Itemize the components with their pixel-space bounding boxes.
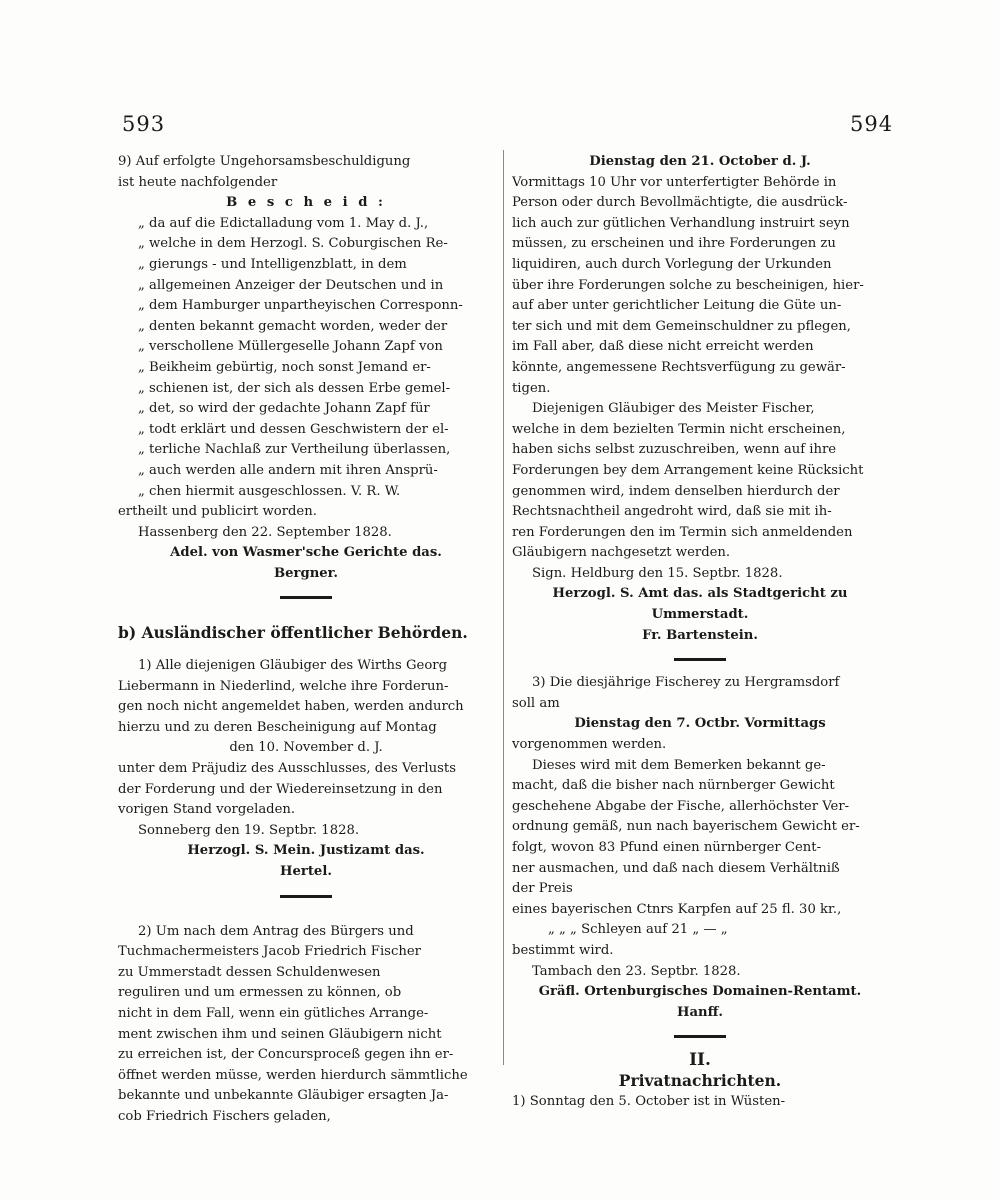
text-line: ner ausmachen, und daß nach diesem Verhältniß <box>512 860 840 876</box>
text-line: genommen wird, indem denselben hierdurch der <box>512 483 840 499</box>
text-line: hierzu und zu deren Bescheinigung auf Montag <box>118 719 437 735</box>
text-line: Forderungen bey dem Arrangement keine Rücksicht <box>512 462 864 478</box>
text-line: 1) Alle diejenigen Gläubiger des Wirths Georg <box>138 658 448 674</box>
text-line: Liebermann in Niederlind, welche ihre Forderun- <box>118 678 449 694</box>
text-line: öffnet werden müsse, werden hierdurch sämmtliche <box>118 1067 468 1083</box>
text-line: ertheilt und publicirt worden. <box>118 504 317 520</box>
text-line: Sonneberg den 19. Septbr. 1828. <box>138 822 360 838</box>
text-line: vorigen Stand vorgeladen. <box>118 802 296 818</box>
text-line: Tambach den 23. Septbr. 1828. <box>532 963 741 979</box>
text-line: „ Beikheim gebürtig, noch sonst Jemand er- <box>138 359 431 375</box>
price-line: eines bayerischen Ctnrs Karpfen auf 25 fl. 30 kr., <box>512 901 842 917</box>
text-line: nicht in dem Fall, wenn ein gütliches Arrange- <box>118 1005 429 1021</box>
text-line: „ det, so wird der gedachte Johann Zapf für <box>138 401 430 417</box>
signature-name: Hanff. <box>676 1004 723 1020</box>
date-line: Dienstag den 7. Octbr. Vormittags <box>574 716 826 732</box>
text-line: „ verschollene Müllergeselle Johann Zapf von <box>138 339 443 355</box>
text-line: zu erreichen ist, der Concursproceß gegen ihn er- <box>118 1047 454 1063</box>
text-line: „ allgemeinen Anzeiger der Deutschen und in <box>138 277 444 293</box>
text-line: ment zwischen ihm und seinen Gläubigern nicht <box>118 1026 442 1042</box>
text-line: Vormittags 10 Uhr vor unterfertigter Behörde in <box>512 174 837 190</box>
text-line: ordnung gemäß, nun nach bayerischem Gewicht er- <box>512 819 860 835</box>
date-line: den 10. November d. J. <box>229 740 383 756</box>
signature-line: Gräfl. Ortenburgisches Domainen-Rentamt. <box>538 984 862 1000</box>
text-line: müssen, zu erscheinen und ihre Forderungen zu <box>512 236 836 252</box>
price-line: „ „ „ Schleyen auf 21 „ — „ <box>548 922 728 938</box>
text-line: Sign. Heldburg den 15. Septbr. 1828. <box>532 565 783 581</box>
signature-name: Fr. Bartenstein. <box>642 627 758 643</box>
text-line: könnte, angemessene Rechtsverfügung zu gewär- <box>512 359 846 375</box>
text-line: über ihre Forderungen solche zu bescheinigen, hier- <box>512 277 864 293</box>
text-line: tigen. <box>512 380 551 396</box>
text-line: folgt, wovon 83 Pfund einen nürnberger Cent- <box>512 840 822 855</box>
text-line: auf aber unter gerichtlicher Leitung die Güte un- <box>512 298 842 314</box>
signature-name: Bergner. <box>273 565 338 581</box>
section-rule <box>674 1035 726 1038</box>
section-heading: Privatnachrichten. <box>618 1070 782 1090</box>
text-line: ist heute nachfolgender <box>118 174 278 190</box>
spacer <box>118 644 494 656</box>
text-line: „ denten bekannt gemacht worden, weder der <box>138 318 448 334</box>
page-number-right: 594 <box>850 112 894 136</box>
text-line: „ todt erklärt und dessen Geschwistern der el- <box>138 421 449 437</box>
text-line: der Preis <box>512 881 573 897</box>
text-line: B e s c h e i d : <box>226 195 386 211</box>
text-line: Gläubigern nachgesetzt werden. <box>512 545 731 561</box>
text-line: vorgenommen werden. <box>512 737 667 753</box>
text-line: Person oder durch Bevollmächtigte, die ausdrück- <box>512 195 848 211</box>
text-line: 3) Die diesjährige Fischerey zu Hergramsdorf <box>532 675 840 691</box>
column-divider <box>503 150 504 1065</box>
spacer <box>118 611 494 623</box>
text-line: im Fall aber, daß diese nicht erreicht werden <box>512 339 814 355</box>
signature-line: Herzogl. S. Mein. Justizamt das. <box>187 843 425 859</box>
text-line: „ terliche Nachlaß zur Vertheilung überlassen, <box>138 442 451 458</box>
text-line: „ dem Hamburger unpartheyischen Corresponn- <box>138 298 463 314</box>
date-line: Dienstag den 21. October d. J. <box>589 154 811 169</box>
section-rule <box>674 658 726 661</box>
signature-line: Herzogl. S. Amt das. als Stadtgericht zu <box>552 586 848 602</box>
text-line: bestimmt wird. <box>512 942 614 958</box>
text-line: lich auch zur gütlichen Verhandlung instruirt seyn <box>512 215 850 231</box>
text-line: liquidiren, auch durch Vorlegung der Urkunden <box>512 256 832 272</box>
text-line: cob Friedrich Fischers geladen, <box>118 1108 331 1124</box>
section-rule <box>280 596 332 599</box>
text-line: haben sichs selbst zuzuschreiben, wenn auf ihre <box>512 442 837 458</box>
text-line: der Forderung und der Wiedereinsetzung in den <box>118 781 443 797</box>
text-line: „ auch werden alle andern mit ihren Ansprü- <box>138 462 438 478</box>
text-line: reguliren und um ermessen zu können, ob <box>118 985 402 1001</box>
text-line: bekannte und unbekannte Gläubiger ersagten Ja- <box>118 1088 449 1104</box>
text-line: 2) Um nach dem Antrag des Bürgers und <box>138 923 414 939</box>
spacer <box>118 910 494 922</box>
signature-line: Adel. von Wasmer'sche Gerichte das. <box>170 545 442 561</box>
text-line: unter dem Präjudiz des Ausschlusses, des Verlusts <box>118 761 456 777</box>
section-heading: b) Ausländischer öffentlicher Behörden. <box>118 623 468 643</box>
signature-line: Ummerstadt. <box>651 607 749 623</box>
text-line: Diejenigen Gläubiger des Meister Fischer, <box>532 401 815 417</box>
text-line: 1) Sonntag den 5. October ist in Wüsten- <box>512 1093 786 1109</box>
left-column <box>118 152 494 1128</box>
text-line: „ da auf die Edictalladung vom 1. May d. J., <box>138 215 429 231</box>
text-line: Rechtsnachtheil angedroht wird, daß sie mit ih- <box>512 504 832 520</box>
text-line: gen noch nicht angemeldet haben, werden andurch <box>118 699 464 715</box>
page-number-left: 593 <box>122 112 166 136</box>
text-line: ren Forderungen den im Termin sich anmeldenden <box>512 524 853 540</box>
text-line: Dieses wird mit dem Bemerken bekannt ge- <box>532 757 826 773</box>
signature-name: Hertel. <box>280 864 332 879</box>
text-line: „ gierungs - und Intelligenzblatt, in dem <box>138 256 407 272</box>
text-line: ter sich und mit dem Gemeinschuldner zu pflegen, <box>512 318 851 334</box>
text-line: geschehene Abgabe der Fische, allerhöchster Ver- <box>512 798 850 814</box>
section-number: II. <box>689 1050 711 1071</box>
text-line: „ welche in dem Herzogl. S. Coburgischen Re- <box>138 236 448 252</box>
text-line: macht, daß die bisher nach nürnberger Gewicht <box>512 778 835 794</box>
text-line: zu Ummerstadt dessen Schuldenwesen <box>118 964 381 980</box>
text-line: Tuchmachermeisters Jacob Friedrich Fischer <box>118 944 421 960</box>
text-line: soll am <box>512 695 560 711</box>
section-rule <box>280 895 332 898</box>
right-column <box>512 152 888 1112</box>
text-line: „ schienen ist, der sich als dessen Erbe gemel- <box>138 380 451 396</box>
text-line: 9) Auf erfolgte Ungehorsamsbeschuldigung <box>118 154 411 169</box>
text-line: welche in dem bezielten Termin nicht erscheinen, <box>512 421 846 437</box>
text-line: „ chen hiermit ausgeschlossen. V. R. W. <box>138 483 401 499</box>
text-line: Hassenberg den 22. September 1828. <box>138 524 392 540</box>
